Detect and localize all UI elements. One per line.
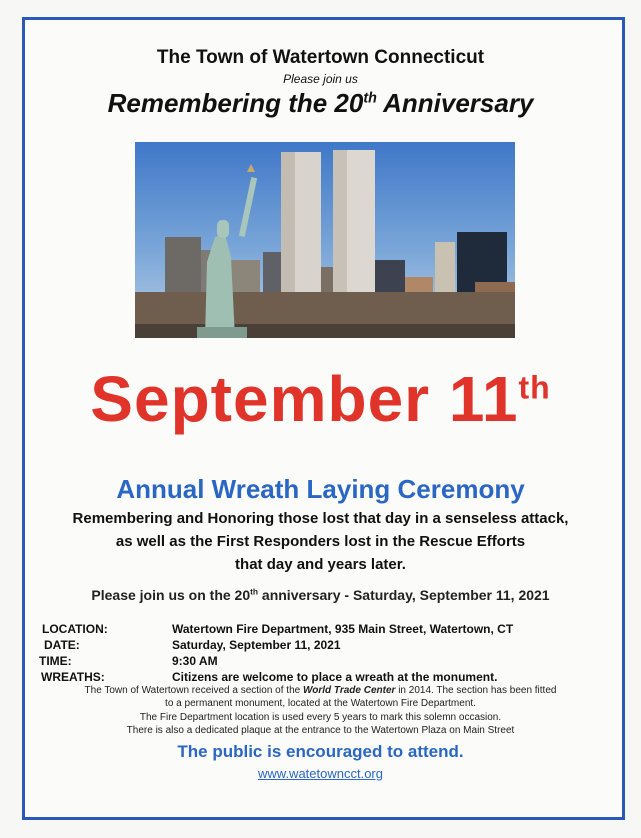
time-value: 9:30 AM [172,654,218,668]
time-label: TIME: [39,654,72,668]
skyline-photo [135,142,515,338]
date-label: DATE: [44,638,80,652]
note-line-2: to a permanent monument, located at the Watertown Fire Department. [165,698,476,709]
ceremony-title: Annual Wreath Laying Ceremony [116,474,525,504]
date-value: Saturday, September 11, 2021 [172,638,341,652]
note-line-4: There is also a dedicated plaque at the entrance to the Watertown Plaza on Main Street [126,725,515,736]
join-us-text: Please join us [283,72,358,86]
public-encouraged: The public is encouraged to attend. [177,742,464,761]
wreaths-label: WREATHS: [41,670,105,684]
join-anniversary-line: Please join us on the 20th anniversary - Saturday, September 11, 2021 [91,586,550,603]
september-11-headline: September 11th [90,363,551,435]
town-title: The Town of Watertown Connecticut [156,47,485,68]
website-link[interactable]: www.watetowncct.org [258,766,383,781]
note-line-3: The Fire Department location is used every 5 years to mark this solemn occasion. [139,712,502,723]
anniversary-title: Remembering the 20th Anniversary [107,88,534,118]
honoring-line-2: as well as the First Responders lost in the Rescue Efforts [115,533,526,550]
note-line-1: The Town of Watertown received a section of the World Trade Center in 2014. The section has been fitted [84,685,557,696]
honoring-line-1: Remembering and Honoring those lost that day in a senseless attack, [72,510,569,527]
location-value: Watertown Fire Department, 935 Main Street, Watertown, CT [172,622,514,636]
location-label: LOCATION: [42,622,108,636]
honoring-line-3: that day and years later. [235,556,406,573]
skyline-illustration [135,142,515,338]
wreaths-value: Citizens are welcome to place a wreath at the monument. [172,670,498,684]
